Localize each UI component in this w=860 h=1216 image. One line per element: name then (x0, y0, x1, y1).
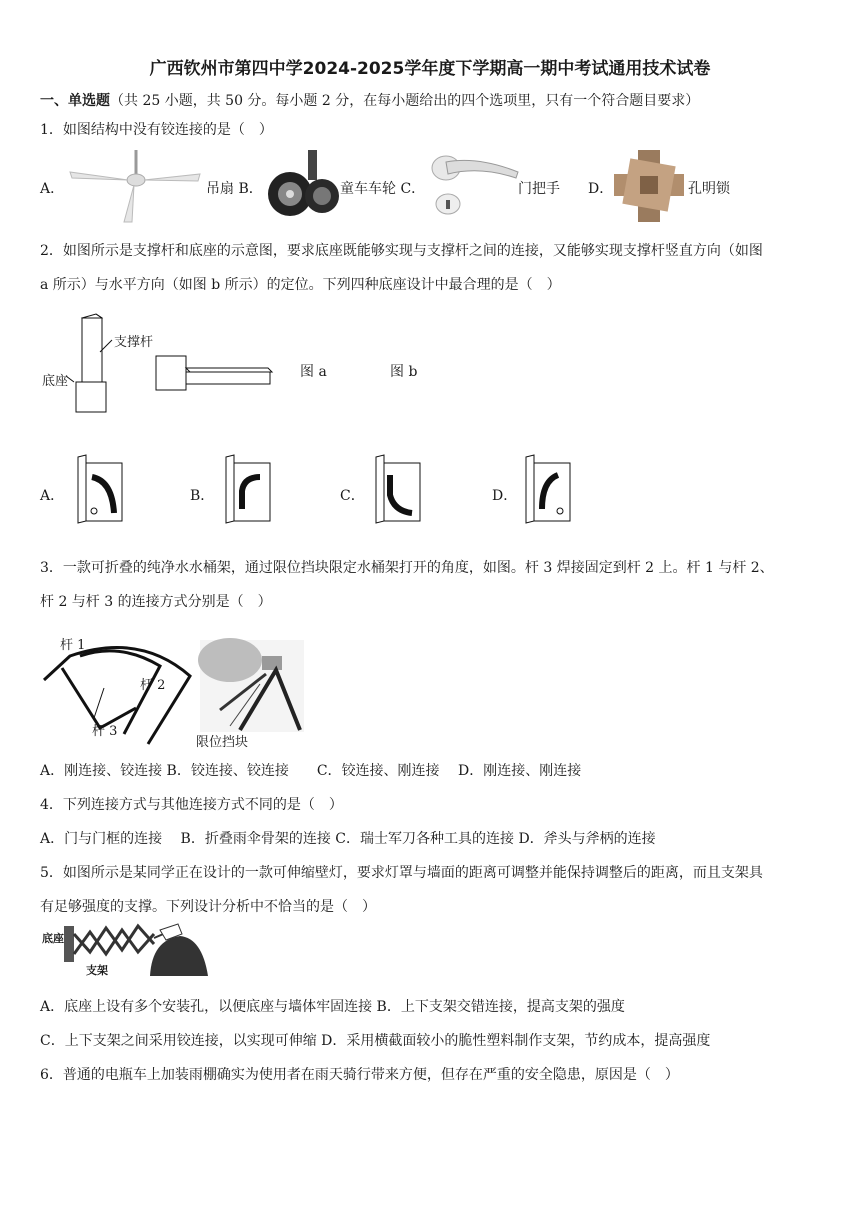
q1-option-a-letter: A． (40, 181, 65, 197)
q2-label-rod: 支撑杆 (114, 335, 154, 350)
q1-option-b-caption: 童车车轮 C． (340, 181, 426, 197)
q2-fig-b-label: 图 b (390, 364, 418, 380)
q5-stem-line2: 有足够强度的支撑。下列设计分析中不恰当的是（ ） (40, 899, 376, 915)
q5-options-line2: C．上下支架之间采用铰连接，以实现可伸缩 D．采用横截面较小的脆性塑料制作支架，节约成本，提高强度 (40, 1033, 711, 1049)
support-rod-diagram (40, 312, 280, 418)
q2-option-c-letter: C． (340, 488, 365, 504)
wall-lamp-diagram (42, 920, 210, 982)
door-handle-image (428, 150, 520, 220)
page-title: 广西钦州市第四中学2024-2025学年度下学期高一期中考试通用技术试卷 (149, 59, 711, 79)
q1-option-d-letter: D． (588, 181, 614, 197)
q1-stem: 1．如图结构中没有铰连接的是（ ） (40, 122, 273, 138)
q6-stem: 6．普通的电瓶车上加装雨棚确实为使用者在雨天骑行带来方便，但存在严重的安全隐患，原因是（ ） (40, 1067, 679, 1083)
q3-options: A．刚连接、铰连接 B．铰连接、铰连接 C．铰连接、刚连接 D．刚连接、刚连接 (40, 763, 582, 779)
q2-stem-line1: 2．如图所示是支撑杆和底座的示意图，要求底座既能够实现与支撑杆之间的连接，又能够实现支撑杆竖直方向（如图 (40, 243, 763, 259)
ceiling-fan-image (66, 150, 206, 225)
q5-label-base: 底座 (42, 932, 64, 945)
section-note: （共 25 小题，共 50 分。每小题 2 分，在每小题给出的四个选项里，只有一个符合题目要求） (110, 93, 700, 109)
q3-rod3-label: 杆 3 (92, 724, 118, 739)
q2-fig-a-label: 图 a (300, 364, 327, 380)
q2-option-c-base (372, 455, 422, 525)
q5-options-line1: A．底座上设有多个安装孔，以便底座与墙体牢固连接 B．上下支架交错连接，提高支架的强度 (40, 999, 625, 1015)
q2-option-b-base (222, 455, 272, 525)
q2-stem-line2: a 所示）与水平方向（如图 b 所示）的定位。下列四种底座设计中最合理的是（ ） (40, 277, 561, 293)
kongming-lock-image (610, 148, 688, 224)
q2-option-d-base (522, 455, 572, 525)
stroller-wheel-image (266, 150, 341, 222)
q1-option-c-caption: 门把手 (518, 181, 560, 197)
q1-option-d-caption: 孔明锁 (688, 181, 730, 197)
q4-options: A．门与门框的连接 B．折叠雨伞骨架的连接 C．瑞士军刀各种工具的连接 D．斧头与斧柄的连接 (40, 831, 656, 847)
q2-option-a-letter: A． (40, 488, 65, 504)
section-header (40, 90, 699, 110)
bucket-rack-photo (200, 640, 304, 732)
q5-label-bracket: 支架 (86, 964, 108, 977)
q2-label-base: 底座 (42, 374, 69, 389)
section-heading: 一、单选题 (40, 93, 110, 109)
q2-option-b-letter: B． (190, 488, 215, 504)
q3-stem-line2: 杆 2 与杆 3 的连接方式分别是（ ） (40, 594, 272, 610)
q3-rod2-label: 杆 2 (140, 678, 166, 693)
q4-stem: 4．下列连接方式与其他连接方式不同的是（ ） (40, 797, 343, 813)
q5-stem-line1: 5．如图所示是某同学正在设计的一款可伸缩壁灯，要求灯罩与墙面的距离可调整并能保持调整后的距离，而且支架具 (40, 865, 763, 881)
q3-rod1-label: 杆 1 (60, 638, 86, 653)
q2-option-a-base (74, 455, 124, 525)
q2-option-d-letter: D． (492, 488, 518, 504)
q3-stem-line1: 3．一款可折叠的纯净水水桶架，通过限位挡块限定水桶架打开的角度，如图。杆 3 焊接固定到杆 2 上。杆 1 与杆 2、 (40, 560, 774, 576)
q1-option-a-caption: 吊扇 B． (206, 181, 263, 197)
q3-stopper-label: 限位挡块 (196, 735, 249, 750)
